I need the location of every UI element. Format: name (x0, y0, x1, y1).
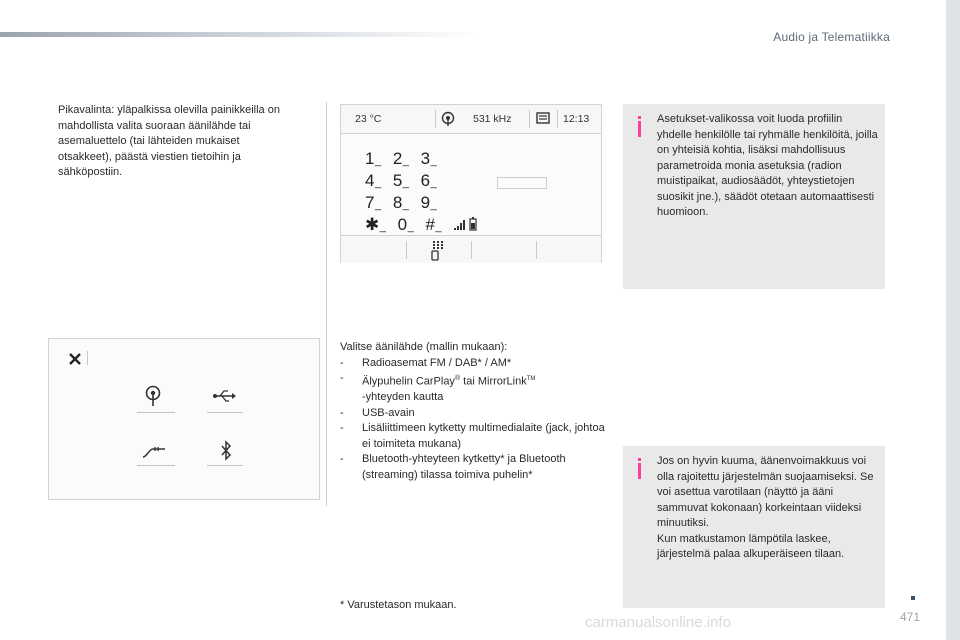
screen-status-bar (341, 105, 601, 134)
keypad-key-hash[interactable]: # (425, 215, 436, 234)
keypad-key-5[interactable]: 5 (392, 171, 403, 190)
intro-paragraph: Pikavalinta: yläpalkissa olevilla painikkeilla on mahdollista valita suoraan äänilähde tai asemaluettelo (tai lähteiden mukaiset otsakkeet), päästä viestien tietoihin ja sähköpostiin. (58, 104, 280, 178)
info-box-temperature (623, 446, 885, 608)
source-item-smartphone: - Älypuhelin CarPlay® tai MirrorLink™ -yhteyden kautta (340, 372, 536, 404)
info-text-part2: Kun matkustamon lämpötila laskee, järjestelmä palaa alkuperäiseen tilaan. (657, 532, 845, 560)
info-icon-dot (638, 458, 641, 461)
divider (137, 465, 175, 466)
keypad-row-4: ✱_ 0_ #_ (365, 215, 443, 234)
column-divider (326, 102, 327, 506)
info-icon (638, 463, 641, 479)
info-text (657, 454, 879, 563)
keypad-row-3: 7_ 8_ 9_ (365, 193, 438, 212)
footnote: * Varustetason mukaan. (340, 599, 457, 611)
source-item-usb: - USB-avain (340, 406, 415, 419)
watermark: carmanualsonline.info (585, 614, 731, 631)
phone-keypad-icon[interactable] (431, 239, 445, 261)
source-selection-panel (48, 338, 320, 500)
jack-icon[interactable] (141, 445, 169, 459)
divider (87, 351, 88, 365)
info-icon (638, 121, 641, 137)
divider (435, 110, 436, 128)
usb-icon[interactable] (212, 389, 236, 403)
page-edge-band (946, 0, 960, 640)
keypad-key-8[interactable]: 8 (392, 193, 403, 212)
keypad-row-1: 1_ 2_ 3_ (365, 149, 438, 168)
source-item-radio: - Radioasemat FM / DAB* / AM* (340, 356, 512, 369)
message-icon[interactable] (536, 112, 550, 125)
keypad-key-6[interactable]: 6 (420, 171, 431, 190)
screen-footer-bar (341, 235, 601, 263)
info-text-part1: Jos on hyvin kuuma, äänenvoimakkuus voi olla rajoitettu järjestelmän suojaamiseksi. Se voi asettua varotilaan (näyttö ja ääni sammuvat kokonaan) korkeintaan viideksi minuutiksi. (657, 455, 874, 529)
keypad-key-2[interactable]: 2 (392, 149, 403, 168)
keypad-key-3[interactable]: 3 (420, 149, 431, 168)
divider (529, 110, 530, 128)
keypad-key-1[interactable]: 1 (365, 149, 375, 168)
screen-illustration (340, 104, 602, 263)
phone-keypad (341, 135, 471, 233)
info-icon-dot (638, 116, 641, 119)
keypad-row-2: 4_ 5_ 6_ (365, 171, 438, 190)
source-list-intro: Valitse äänilähde (mallin mukaan): (340, 341, 508, 353)
bluetooth-icon[interactable] (220, 440, 232, 462)
temperature-readout: 23 °C (355, 113, 382, 125)
header-rule (0, 32, 480, 37)
divider (207, 412, 243, 413)
clock-readout: 12:13 (563, 113, 590, 125)
info-text: Asetukset-valikossa voit luoda profiilin yhdelle henkilölle tai ryhmälle henkilöitä, joilla on yhteisiä kohtia, lisäksi mahdollisuus parametroida monia asetuksia (radion muistipaikat, audiosäädöt, yhteystietojen suosikit jne.), säädöt otetaan automaattisesti huomioon. (657, 113, 878, 218)
divider (536, 241, 537, 259)
divider (137, 412, 175, 413)
section-title: Audio ja Telematiikka (773, 30, 890, 44)
source-item-aux: - Lisäliittimeen kytketty multimedialaite (jack, johtoa ei toimiteta mukana) (340, 422, 605, 450)
divider (406, 241, 407, 259)
radio-icon[interactable] (145, 385, 161, 407)
page-number-marker (911, 596, 915, 600)
keypad-key-9[interactable]: 9 (420, 193, 431, 212)
radio-icon[interactable] (441, 111, 455, 127)
divider (207, 465, 243, 466)
display-field (497, 177, 547, 189)
divider (557, 110, 558, 128)
source-list (340, 340, 605, 483)
source-item-bluetooth: - Bluetooth-yhteyteen kytketty* ja Bluetooth (streaming) tilassa toimiva puhelin* (340, 453, 566, 481)
keypad-key-star[interactable]: ✱ (365, 215, 380, 234)
keypad-key-4[interactable]: 4 (365, 171, 375, 190)
battery-icon (469, 217, 477, 231)
frequency-readout: 531 kHz (473, 113, 512, 125)
page-number: 471 (900, 610, 921, 624)
info-box-profiles (623, 104, 885, 289)
divider (471, 241, 472, 259)
keypad-key-7[interactable]: 7 (365, 193, 375, 212)
close-icon[interactable] (69, 353, 81, 365)
signal-icon (453, 219, 467, 231)
keypad-key-0[interactable]: 0 (397, 215, 408, 234)
